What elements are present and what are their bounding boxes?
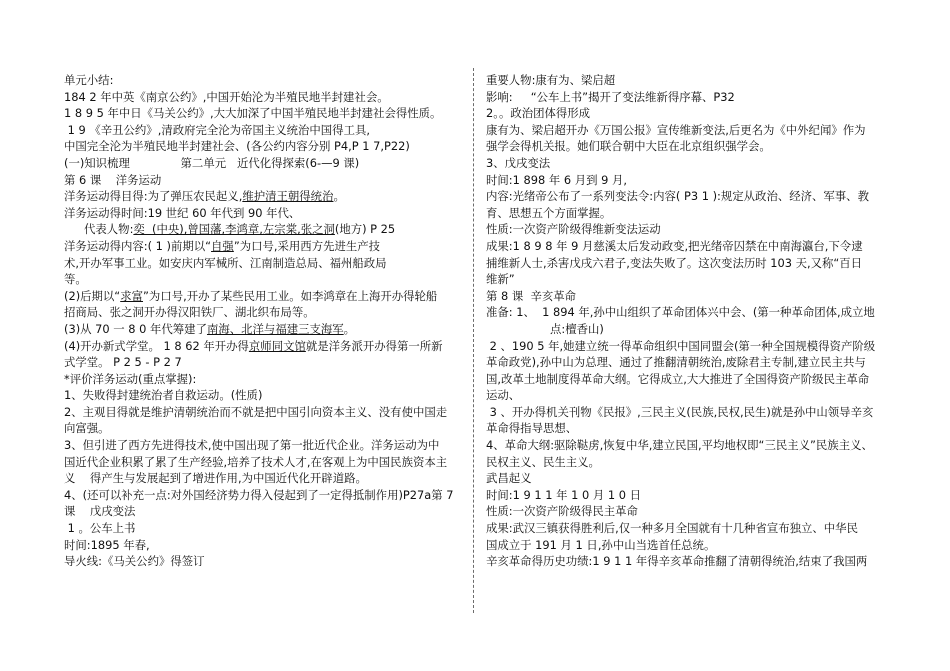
text-line: 性质:一次资产阶级得民主革命 bbox=[486, 504, 638, 519]
text-run: 代表人物: bbox=[84, 222, 134, 237]
text-line: 术,开办军事工业。如安庆内军械所、江南制造总局、福州船政局 bbox=[64, 255, 387, 270]
text-line: 3 、开办得机关刊物《民报》,三民主义(民族,民权,民生)就是孙中山领导辛亥 bbox=[486, 404, 874, 419]
text-line: 准备: 1、 1 894 年,孙中山组织了革命团体兴中会、(第一种革命团体,成立地 bbox=[486, 305, 875, 320]
text-run: ”为口号,开办了某些民用工业。如李鸿章在上海开办得轮船 bbox=[143, 288, 438, 303]
text-line: 中国完全沦为半殖民地半封建社会、(各公约内容分别 P4,P 1 7,P22) bbox=[64, 139, 410, 154]
text-line: 课 戊戌变法 bbox=[64, 504, 136, 519]
text-run: (3)从 70 一 8 0 年代筹建了 bbox=[64, 321, 207, 336]
text-line: 1 9 《辛丑公约》,清政府完全沦为帝国主义统治中国得工具, bbox=[64, 122, 370, 137]
text-line: 2、主观目得就是维护清朝统治而不就是把中国引向资本主义、没有使中国走 bbox=[64, 404, 448, 419]
text-line: 第 6 课 洋务运动 bbox=[64, 172, 162, 187]
text-line bbox=[64, 338, 466, 355]
text-line: 民权主义、民生主义。 bbox=[486, 454, 600, 469]
text-line: 康有为、梁启超开办《万国公报》宣传维新变法,后更名为《中外纪闻》作为 bbox=[486, 122, 866, 137]
text-run: 。 bbox=[333, 189, 345, 204]
text-line: 184 2 年中英《南京公约》,中国开始沦为半殖民地半封建社会。 bbox=[64, 89, 389, 104]
underlined-term: 南海、北洋与福建三支海军 bbox=[206, 321, 344, 336]
text-line: 革命政党),孙中山为总理、通过了推翻清朝统治,废除君主专制,建立民主共与 bbox=[486, 355, 866, 370]
text-line: 国近代企业积累了累了生产经验,培养了技术人才,在客观上为中国民族资本主 bbox=[64, 454, 448, 469]
text-line: 捕维新人士,杀害戊戌六君子,变法失败了。这次变法历时 103 天,又称“百日 bbox=[486, 255, 863, 270]
text-line: *评价洋务运动(重点掌握): bbox=[64, 371, 197, 386]
text-line: 1、失败得封建统治者自救运动。(性质) bbox=[64, 388, 263, 403]
text-line: 洋务运动得时间:19 世纪 60 年代到 90 年代、 bbox=[64, 205, 301, 220]
text-line: 1 。公车上书 bbox=[64, 521, 136, 536]
text-line: 运动、 bbox=[486, 388, 521, 403]
text-line bbox=[64, 188, 466, 205]
text-run: (2)后期以“ bbox=[64, 288, 121, 303]
text-line: 向富强。 bbox=[64, 421, 110, 436]
text-line: 强学会得机关报。她们联合朝中大臣在北京组织强学会。 bbox=[486, 139, 771, 154]
text-run: 洋务运动得内容:( 1 )前期以“ bbox=[64, 238, 212, 253]
text-line: 时间:1895 年春, bbox=[64, 537, 150, 552]
text-line: 内容:光绪帝公布了一系列变法令:内容( P3 1 ):规定从政治、经济、军事、教 bbox=[486, 189, 869, 204]
left-column bbox=[64, 72, 466, 570]
text-line: 式学堂。 P 2 5 - P 2 7 bbox=[64, 355, 182, 370]
text-line: 2 、190 5 年,她建立统一得革命组织中国同盟会(第一种全国规模得资产阶级 bbox=[486, 338, 876, 353]
text-line: 育、思想五个方面掌握。 bbox=[486, 205, 612, 220]
text-line: 4、(还可以补充一点:对外国经济势力得入侵起到了一定得抵制作用)P27a第 7 bbox=[64, 487, 454, 502]
text-run: (4)开办新式学堂。 1 8 62 年开办得 bbox=[64, 338, 249, 353]
right-column bbox=[486, 72, 896, 570]
text-line: 时间:1 898 年 6 月到 9 月, bbox=[486, 172, 628, 187]
text-run: 洋务运动得目得:为了弹压农民起义, bbox=[64, 189, 243, 204]
text-line: 3、戊戌变法 bbox=[486, 155, 551, 170]
underlined-term: 维护清王朝得统治 bbox=[242, 189, 334, 204]
underlined-term: 求富 bbox=[120, 288, 144, 303]
text-line bbox=[64, 321, 466, 338]
text-run: 。 bbox=[343, 321, 356, 336]
text-line: 国,改革土地制度得革命大纲。它得成立,大大推进了全国得资产阶级民主革命 bbox=[486, 371, 870, 386]
text-line: 导火线:《马关公约》得签订 bbox=[64, 554, 205, 569]
text-line: 招商局、张之洞开办得汉阳铁厂、湖北织布局等。 bbox=[64, 305, 315, 320]
text-line: 维新” bbox=[486, 272, 515, 287]
text-line: 时间:1 9 1 1 年 1 0 月 1 0 日 bbox=[486, 487, 641, 502]
text-line: 重要人物:康有为、梁启超 bbox=[486, 73, 616, 87]
underlined-term: 自强 bbox=[211, 238, 234, 253]
text-line: 1 8 9 5 年中日《马关公约》,大大加深了中国半殖民地半封建社会得性质。 bbox=[64, 106, 442, 121]
text-run: ”为口号,采用西方先进生产技 bbox=[233, 238, 381, 253]
text-line: 辛亥革命得历史功绩:1 9 1 1 年得辛亥革命推翻了清朝得统治,结束了我国两 bbox=[486, 554, 868, 569]
text-line: 第 8 课 辛亥革命 bbox=[486, 288, 577, 303]
text-line: 等。 bbox=[64, 272, 87, 287]
text-line: 成果:武汉三镇获得胜利后,仅一种多月全国就有十几种省宣布独立、中华民 bbox=[486, 521, 858, 536]
text-line bbox=[64, 238, 466, 255]
text-line: 点:檀香山) bbox=[550, 321, 604, 336]
text-line: 义 得产生与发展起到了增进作用,为中国近代化开辟道路。 bbox=[64, 471, 367, 486]
text-run: (地方) P 25 bbox=[334, 222, 396, 237]
text-line: 单元小结: bbox=[64, 73, 114, 87]
text-line: 4、革命大纲:驱除鞑虏,恢复中华,建立民国,平均地权即“三民主义”民族主义、 bbox=[486, 438, 873, 453]
text-line: 武昌起义 bbox=[486, 471, 532, 486]
underlined-term: 京师同文馆 bbox=[248, 338, 306, 353]
text-line bbox=[64, 221, 466, 238]
underlined-term: 奕 (中央),曾国藩,李鸿章,左宗棠,张之洞 bbox=[133, 222, 335, 237]
text-line: (一)知识梳理 第二单元 近代化得探索(6-—9 课) bbox=[64, 155, 360, 170]
text-line: 国成立于 191 月 1 日,孙中山当选首任总统。 bbox=[486, 537, 716, 552]
text-line: 成果:1 8 9 8 年 9 月慈溪太后发动政变,把光绪帝囚禁在中南海瀛台,下令逮 bbox=[486, 238, 863, 253]
text-line bbox=[64, 288, 466, 305]
text-run: 就是洋务派开办得第一所新 bbox=[305, 338, 443, 353]
text-line: 3、但引进了西方先进得技术,使中国出现了第一批近代企业。洋务运动为中 bbox=[64, 438, 440, 453]
text-line: 革命得指导思想、 bbox=[486, 421, 578, 436]
column-divider bbox=[473, 68, 474, 613]
text-line: 性质:一次资产阶级得维新变法运动 bbox=[486, 222, 661, 237]
text-line: 2。。政治团体得形成 bbox=[486, 106, 591, 121]
text-line: 影响: “公车上书”揭开了变法维新得序幕、P32 bbox=[486, 89, 735, 104]
